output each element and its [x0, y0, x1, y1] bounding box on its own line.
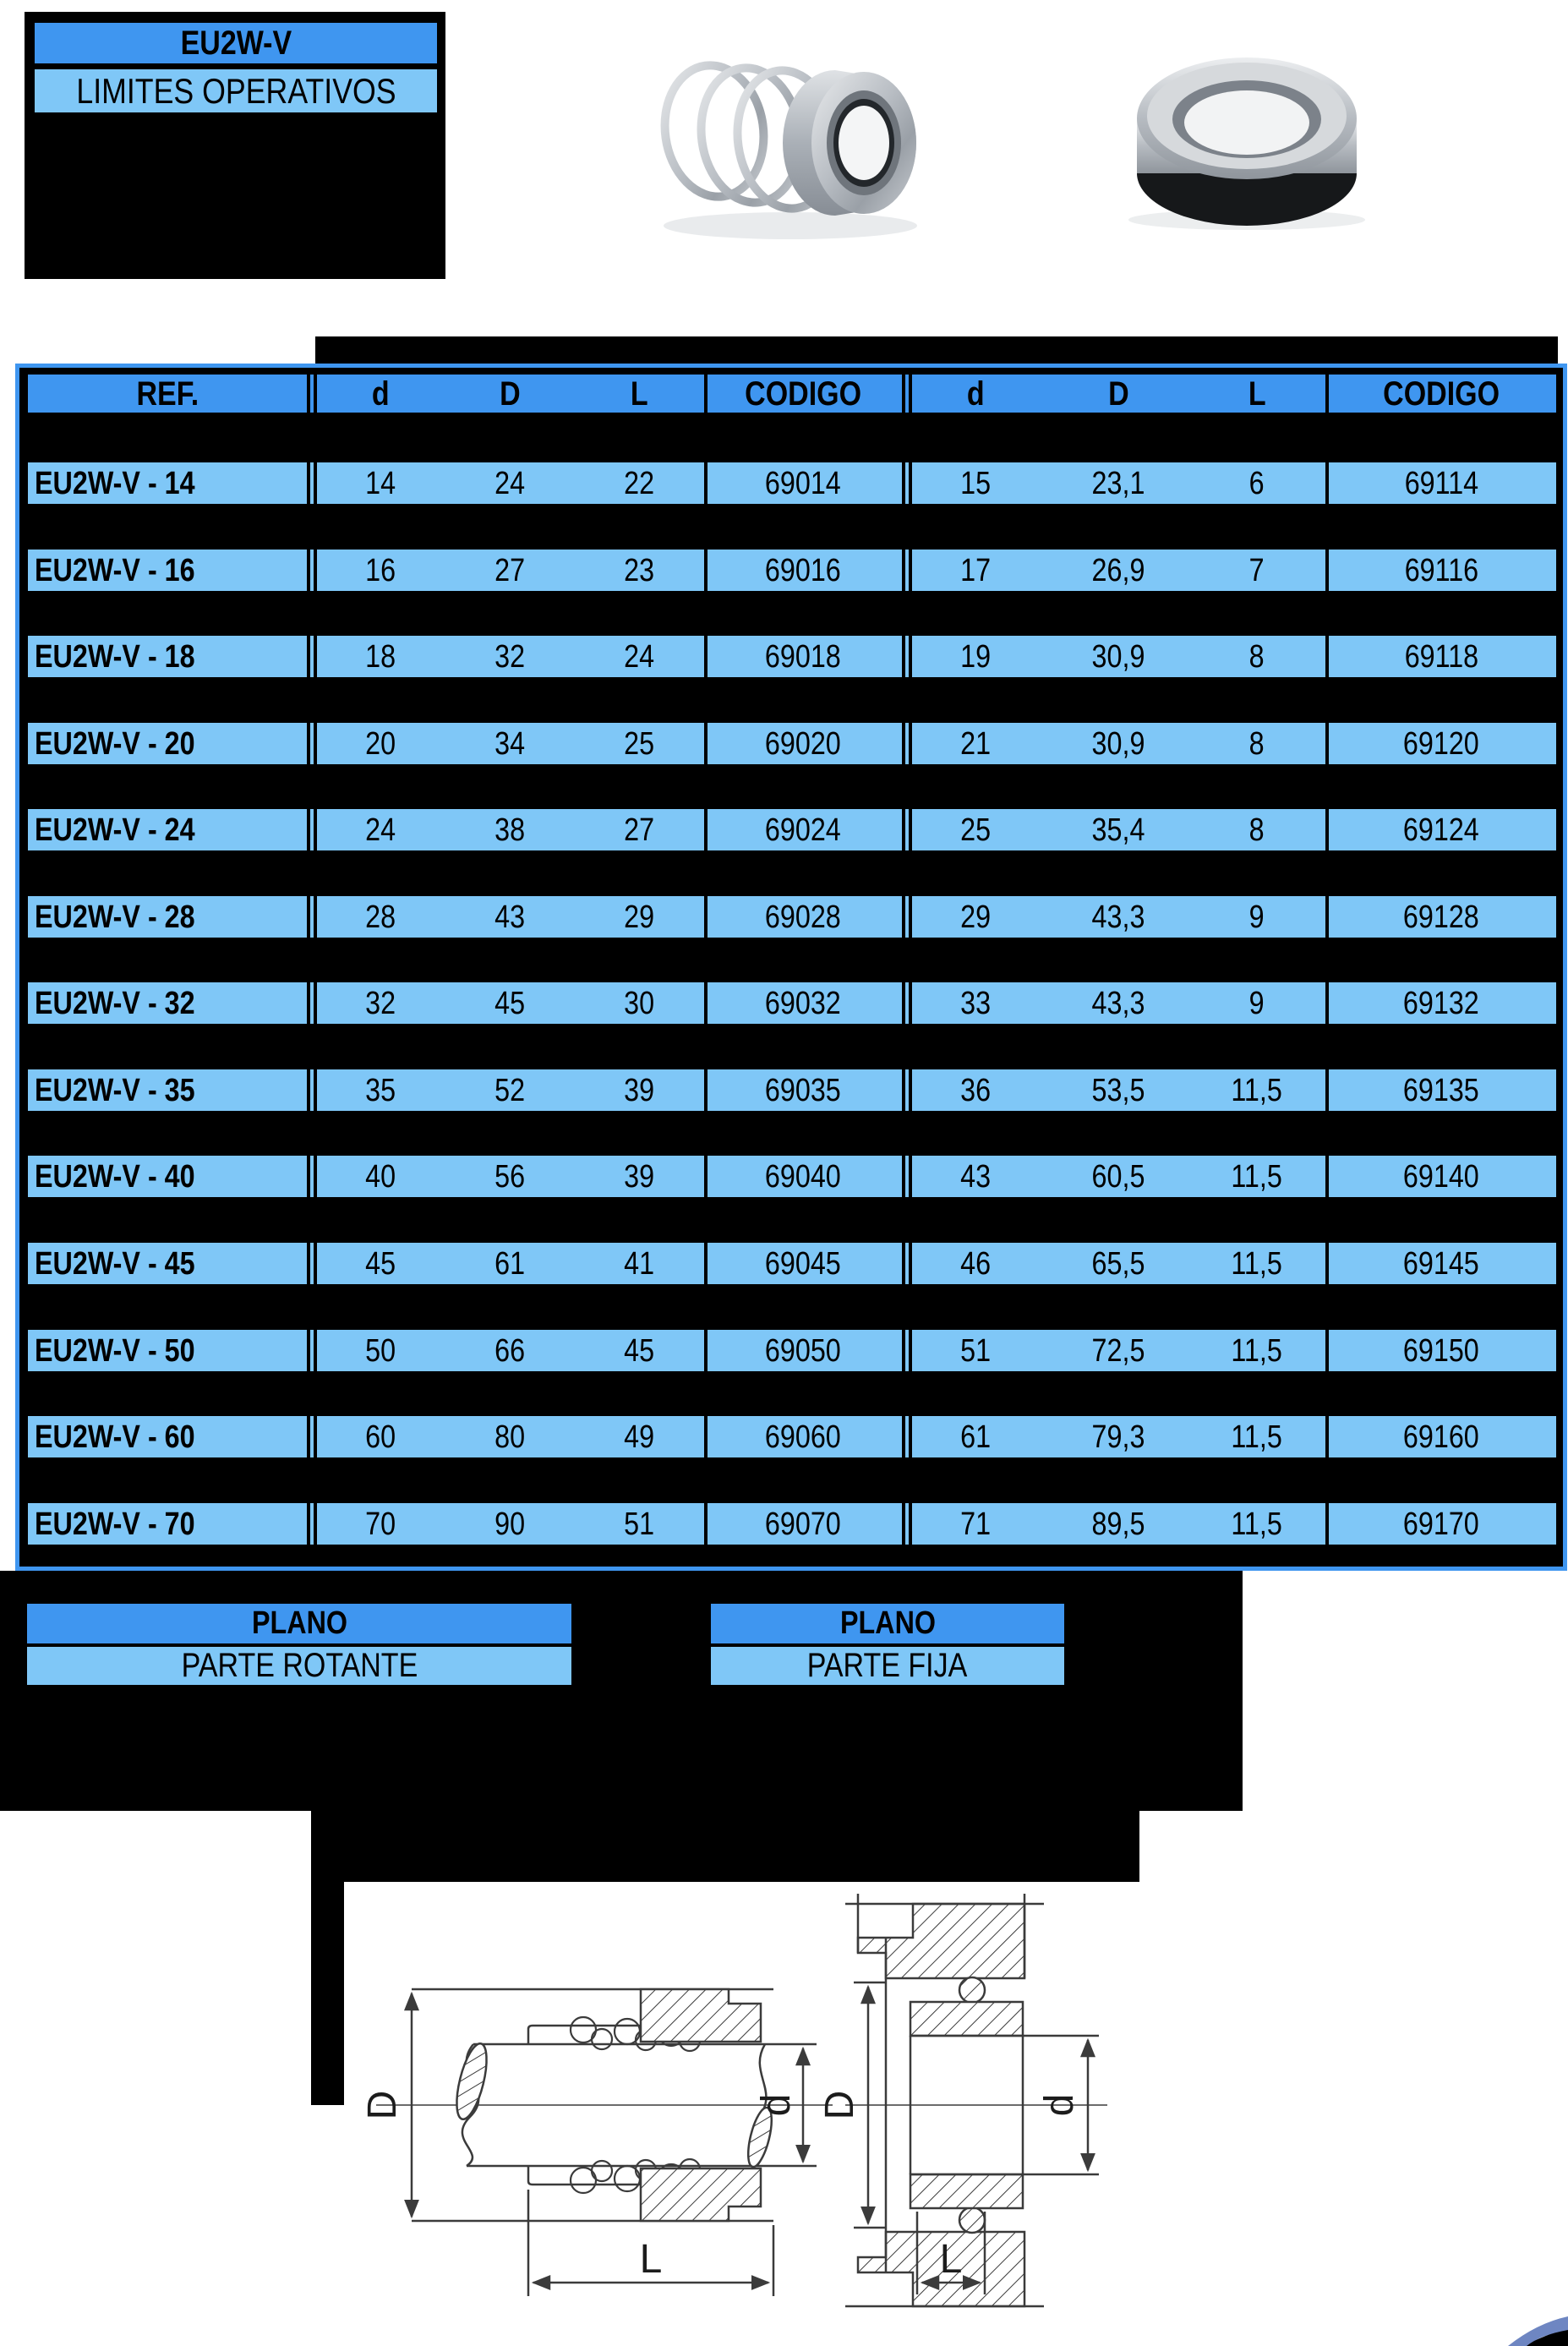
cell-ref: EU2W-V - 70 [35, 1506, 195, 1542]
separator [909, 807, 912, 852]
operating-limits-label: LIMITES OPERATIVOS [75, 70, 396, 111]
cell-codigo1: 69014 [765, 465, 841, 501]
cell-d2: 15 [960, 465, 991, 501]
cell-L2: 11,5 [1231, 1332, 1283, 1369]
separator [1325, 807, 1329, 852]
cell-ref: EU2W-V - 45 [35, 1245, 195, 1282]
cell-D1: 56 [494, 1158, 525, 1195]
cell-L1: 41 [624, 1245, 654, 1282]
separator [909, 1241, 912, 1286]
cell-D2: 89,5 [1091, 1506, 1145, 1542]
separator [909, 1501, 912, 1546]
cell-D1: 32 [494, 638, 525, 675]
cell-codigo2: 69116 [1404, 552, 1478, 588]
cell-D2: 23,1 [1091, 465, 1145, 501]
separator [314, 461, 317, 506]
cell-D1: 27 [494, 552, 525, 588]
cell-D2: 43,3 [1091, 985, 1145, 1021]
cell-codigo2: 69120 [1403, 725, 1479, 762]
cell-D1: 66 [494, 1332, 525, 1369]
cell-d2: 19 [960, 638, 991, 675]
separator [704, 634, 708, 679]
table-row [26, 1328, 1558, 1373]
cell-d1: 60 [365, 1419, 396, 1455]
separator [1325, 981, 1329, 1025]
cell-ref: EU2W-V - 14 [35, 465, 195, 501]
cell-d1: 24 [365, 812, 396, 848]
title-block [25, 12, 445, 279]
separator [909, 634, 912, 679]
separator [902, 1154, 905, 1199]
dim-D-label: D [817, 2090, 862, 2120]
cell-codigo2: 69135 [1403, 1072, 1479, 1108]
cell-D2: 72,5 [1091, 1332, 1145, 1369]
cell-D1: 38 [494, 812, 525, 848]
cell-d2: 51 [960, 1332, 991, 1369]
black-step [311, 1811, 1139, 1882]
technical-drawings [0, 1885, 1568, 2346]
seal-head [783, 70, 916, 216]
table-row [26, 1501, 1558, 1546]
cell-D1: 45 [494, 985, 525, 1021]
table-row [26, 461, 1558, 506]
separator [704, 1328, 708, 1373]
separator [902, 1328, 905, 1373]
cell-codigo1: 69040 [765, 1158, 841, 1195]
header-D1: D [499, 375, 521, 413]
dim-d-label: d [1037, 2093, 1082, 2117]
separator [307, 1068, 310, 1113]
separator [307, 807, 310, 852]
cell-L2: 8 [1249, 638, 1265, 675]
separator [307, 981, 310, 1025]
separator [902, 548, 905, 593]
separator [1325, 373, 1329, 414]
separator [307, 634, 310, 679]
separator [704, 548, 708, 593]
separator [314, 981, 317, 1025]
header-codigo2: CODIGO [1383, 375, 1500, 413]
separator [704, 1414, 708, 1459]
separator [307, 373, 310, 414]
separator [902, 894, 905, 939]
cell-D2: 79,3 [1091, 1419, 1145, 1455]
plano-fija-title: PLANO [709, 1602, 1066, 1645]
dim-d-label: d [754, 2093, 799, 2117]
separator [704, 1241, 708, 1286]
cell-d1: 16 [365, 552, 396, 588]
separator [314, 1068, 317, 1113]
cell-L1: 39 [624, 1072, 654, 1108]
cell-L2: 9 [1249, 899, 1265, 935]
separator [704, 1501, 708, 1546]
table-row [26, 1154, 1558, 1199]
table-row [26, 894, 1558, 939]
cell-codigo1: 69020 [765, 725, 841, 762]
plano-rotante-title: PLANO [25, 1602, 573, 1645]
separator [314, 1328, 317, 1373]
table-row [26, 548, 1558, 593]
separator [307, 721, 310, 766]
separator [1325, 461, 1329, 506]
separator [307, 548, 310, 593]
cell-d1: 70 [365, 1506, 396, 1542]
cell-D2: 35,4 [1091, 812, 1145, 848]
header-D2: D [1107, 375, 1129, 413]
cell-L2: 7 [1249, 552, 1265, 588]
cell-codigo2: 69145 [1403, 1245, 1479, 1282]
cell-ref: EU2W-V - 16 [35, 552, 195, 588]
separator [902, 807, 905, 852]
cell-d2: 36 [960, 1072, 991, 1108]
cell-d2: 43 [960, 1158, 991, 1195]
separator [1325, 894, 1329, 939]
cell-L1: 23 [624, 552, 654, 588]
separator [704, 981, 708, 1025]
separator [902, 1241, 905, 1286]
cell-L2: 11,5 [1231, 1506, 1283, 1542]
cell-D2: 43,3 [1091, 899, 1145, 935]
cell-codigo1: 69016 [765, 552, 841, 588]
separator [1325, 548, 1329, 593]
cell-codigo2: 69140 [1403, 1158, 1479, 1195]
cell-codigo1: 69060 [765, 1419, 841, 1455]
seat-ring [1137, 57, 1357, 226]
separator [314, 721, 317, 766]
cell-codigo1: 69045 [765, 1245, 841, 1282]
cell-L2: 11,5 [1231, 1419, 1283, 1455]
cell-L1: 27 [624, 812, 654, 848]
cell-ref: EU2W-V - 24 [35, 812, 195, 848]
cell-D2: 26,9 [1091, 552, 1145, 588]
plano-fija-box [709, 1602, 1066, 1687]
cell-D2: 65,5 [1091, 1245, 1145, 1282]
cell-ref: EU2W-V - 60 [35, 1419, 195, 1455]
separator [909, 461, 912, 506]
cell-d1: 18 [365, 638, 396, 675]
cell-d1: 45 [365, 1245, 396, 1282]
cell-ref: EU2W-V - 28 [35, 899, 195, 935]
cell-codigo2: 69170 [1403, 1506, 1479, 1542]
cell-d2: 29 [960, 899, 991, 935]
separator [314, 894, 317, 939]
cell-D2: 53,5 [1091, 1072, 1145, 1108]
separator [307, 1501, 310, 1546]
cell-D1: 24 [494, 465, 525, 501]
separator [704, 1154, 708, 1199]
photo-shadow [664, 212, 917, 239]
header-L1: L [630, 375, 648, 413]
cell-L1: 30 [624, 985, 654, 1021]
plano-fija-subtitle: PARTE FIJA [709, 1645, 1066, 1687]
separator [902, 461, 905, 506]
separator [314, 1414, 317, 1459]
cell-L1: 51 [624, 1506, 654, 1542]
cell-d1: 28 [365, 899, 396, 935]
cell-L2: 8 [1249, 725, 1265, 762]
dimensions-table [15, 364, 1567, 1571]
table-row [26, 981, 1558, 1025]
cell-codigo2: 69160 [1403, 1419, 1479, 1455]
separator [307, 894, 310, 939]
cell-L1: 49 [624, 1419, 654, 1455]
cell-codigo1: 69024 [765, 812, 841, 848]
corner-logo [1496, 2298, 1568, 2346]
cell-codigo1: 69050 [765, 1332, 841, 1369]
separator [314, 807, 317, 852]
cell-codigo1: 69035 [765, 1072, 841, 1108]
separator [1325, 1068, 1329, 1113]
model-title-bar [33, 21, 439, 65]
separator [307, 461, 310, 506]
separator [307, 1414, 310, 1459]
dim-L-label: L [939, 2237, 963, 2282]
separator [909, 373, 912, 414]
cell-D2: 60,5 [1091, 1158, 1145, 1195]
cell-L2: 11,5 [1231, 1072, 1283, 1108]
cell-ref: EU2W-V - 18 [35, 638, 195, 675]
cell-ref: EU2W-V - 40 [35, 1158, 195, 1195]
separator [909, 548, 912, 593]
separator [704, 721, 708, 766]
cell-D1: 90 [494, 1506, 525, 1542]
separator [1325, 1154, 1329, 1199]
separator [704, 373, 708, 414]
separator [704, 1068, 708, 1113]
separator [909, 721, 912, 766]
cell-L1: 25 [624, 725, 654, 762]
cell-D1: 52 [494, 1072, 525, 1108]
cell-codigo1: 69032 [765, 985, 841, 1021]
cell-codigo1: 69028 [765, 899, 841, 935]
separator [307, 1241, 310, 1286]
separator [909, 1328, 912, 1373]
separator [1325, 1501, 1329, 1546]
separator [909, 981, 912, 1025]
header-d2: d [966, 375, 985, 413]
cell-codigo1: 69070 [765, 1506, 841, 1542]
cell-L1: 39 [624, 1158, 654, 1195]
separator [314, 1154, 317, 1199]
cell-d2: 25 [960, 812, 991, 848]
cell-d1: 20 [365, 725, 396, 762]
cell-d1: 32 [365, 985, 396, 1021]
table-row [26, 1068, 1558, 1113]
separator [1325, 634, 1329, 679]
header-ref: REF. [136, 375, 199, 413]
separator [307, 1154, 310, 1199]
cell-d1: 50 [365, 1332, 396, 1369]
cell-D2: 30,9 [1091, 725, 1145, 762]
cell-D1: 80 [494, 1419, 525, 1455]
cell-ref: EU2W-V - 32 [35, 985, 195, 1021]
cell-L2: 6 [1249, 465, 1265, 501]
separator [314, 1241, 317, 1286]
separator [314, 1501, 317, 1546]
cell-L2: 11,5 [1231, 1245, 1283, 1282]
cell-codigo2: 69124 [1403, 812, 1479, 848]
cell-d2: 33 [960, 985, 991, 1021]
cell-d2: 61 [960, 1419, 991, 1455]
cell-d2: 17 [960, 552, 991, 588]
cell-L2: 8 [1249, 812, 1265, 848]
cell-d1: 35 [365, 1072, 396, 1108]
cell-codigo2: 69132 [1403, 985, 1479, 1021]
cell-L2: 9 [1249, 985, 1265, 1021]
table-row [26, 634, 1558, 679]
separator [902, 373, 905, 414]
table-row [26, 1241, 1558, 1286]
dim-L-label: L [639, 2237, 663, 2282]
cell-d1: 14 [365, 465, 396, 501]
cell-d2: 71 [960, 1506, 991, 1542]
model-title: EU2W-V [180, 24, 292, 62]
cell-L2: 11,5 [1231, 1158, 1283, 1195]
separator [1325, 1328, 1329, 1373]
separator [902, 1068, 905, 1113]
cell-D1: 61 [494, 1245, 525, 1282]
cell-codigo1: 69018 [765, 638, 841, 675]
cell-d2: 46 [960, 1245, 991, 1282]
cell-codigo2: 69118 [1404, 638, 1478, 675]
separator [704, 461, 708, 506]
seat-photo [1124, 38, 1369, 232]
dim-D-label: D [360, 2090, 405, 2120]
separator [902, 634, 905, 679]
separator [1325, 1241, 1329, 1286]
separator [902, 981, 905, 1025]
rotating-seal-photo [634, 4, 938, 258]
black-band [315, 336, 1558, 365]
separator [307, 1328, 310, 1373]
separator [909, 1154, 912, 1199]
cell-d2: 21 [960, 725, 991, 762]
cell-codigo2: 69128 [1403, 899, 1479, 935]
cell-ref: EU2W-V - 50 [35, 1332, 195, 1369]
cell-D2: 30,9 [1091, 638, 1145, 675]
rotating-part-drawing [376, 1989, 833, 2296]
header-d1: d [371, 375, 390, 413]
header-codigo1: CODIGO [745, 375, 861, 413]
separator [704, 894, 708, 939]
cell-L1: 29 [624, 899, 654, 935]
cell-L1: 22 [624, 465, 654, 501]
separator [1325, 1414, 1329, 1459]
cell-codigo2: 69150 [1403, 1332, 1479, 1369]
separator [704, 807, 708, 852]
separator [902, 1414, 905, 1459]
separator [902, 1501, 905, 1546]
separator [1325, 721, 1329, 766]
table-header-row [26, 373, 1558, 414]
cell-ref: EU2W-V - 35 [35, 1072, 195, 1108]
cell-d1: 40 [365, 1158, 396, 1195]
cell-ref: EU2W-V - 20 [35, 725, 195, 762]
operating-limits-bar [33, 68, 439, 114]
separator [909, 1068, 912, 1113]
table-row [26, 807, 1558, 852]
table-row [26, 1414, 1558, 1459]
separator [314, 548, 317, 593]
separator [314, 373, 317, 414]
plano-rotante-subtitle: PARTE ROTANTE [25, 1645, 573, 1687]
separator [909, 1414, 912, 1459]
cell-codigo2: 69114 [1404, 465, 1478, 501]
separator [314, 634, 317, 679]
cell-L1: 45 [624, 1332, 654, 1369]
table-row [26, 721, 1558, 766]
plano-rotante-box [25, 1602, 573, 1687]
cell-L1: 24 [624, 638, 654, 675]
cell-D1: 34 [494, 725, 525, 762]
separator [902, 721, 905, 766]
cell-D1: 43 [494, 899, 525, 935]
header-L2: L [1248, 375, 1266, 413]
separator [909, 894, 912, 939]
